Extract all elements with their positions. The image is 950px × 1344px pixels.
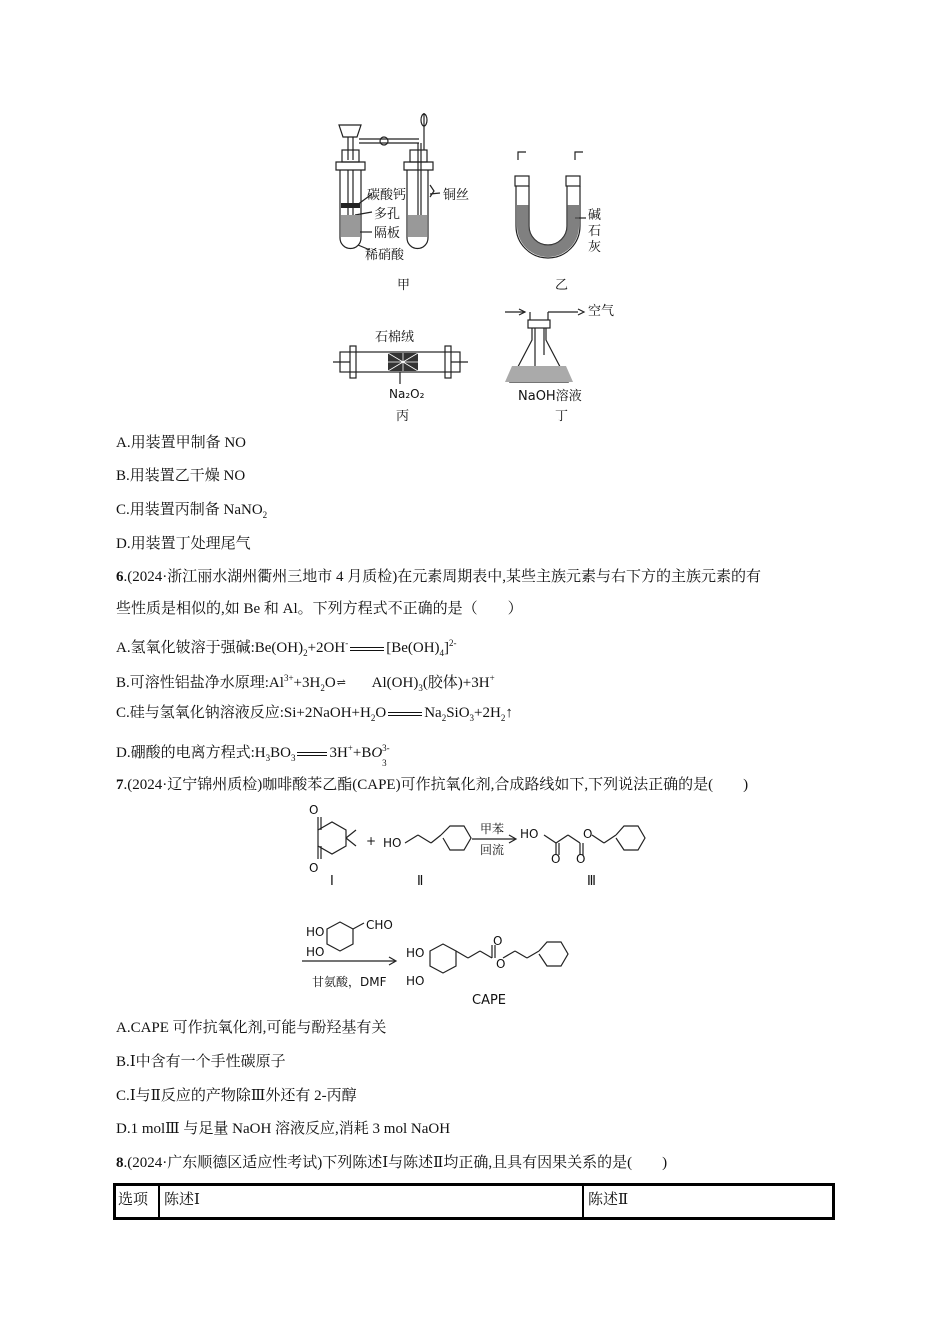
label-naoh-solution: NaOH溶液 xyxy=(518,389,582,404)
reaction-conditions: 甘氨酸，DMF xyxy=(312,975,387,989)
q6-option-a: A.氢氧化铍溶于强碱$:Be(OH)_2+2OH^-$ $[Be(OH)_4]^{2-}$ xyxy=(116,638,457,658)
scheme-toluene: 甲苯 xyxy=(480,822,505,836)
aldehyde-cho: CHO xyxy=(366,918,393,932)
aldehyde-ho-2: HO xyxy=(306,945,325,959)
q7-option-a: A.CAPE 可作抗氧化剂,可能与酚羟基有关 xyxy=(116,1020,387,1036)
cape-ho-1: HO xyxy=(406,946,425,960)
label-ding: 丁 xyxy=(555,409,569,424)
label-bing: 丙 xyxy=(396,409,410,424)
scheme-reflux: 回流 xyxy=(480,843,505,857)
scheme-o-3b: O xyxy=(576,852,586,866)
scheme-o-top: O xyxy=(309,803,319,817)
scheme-ho: HO xyxy=(383,836,402,850)
q8-stem: 8.(2024·广东顺德区适应性考试)下列陈述Ⅰ与陈述Ⅱ均正确,且具有因果关系的是( ) xyxy=(116,1155,668,1171)
q6-option-b: B.可溶性铝盐净水原理$:Al^{3+}+3H_2O\rightleftharpoons$ $Al(OH)_3$(胶体)+3H+ xyxy=(116,673,495,693)
q5-option-d: D.用装置丁处理尾气 xyxy=(116,536,251,552)
cape-carbonyl-o: O xyxy=(493,934,503,948)
q7-option-c: C.Ⅰ与Ⅱ反应的产物除Ⅲ外还有 2-丙醇 xyxy=(116,1088,357,1104)
q5-option-c: C.用装置丙制备 NaNO$_2$ xyxy=(116,502,268,520)
q7-option-d: D.1 molⅢ 与足量 NaOH 溶液反应,消耗 3 mol NaOH xyxy=(116,1121,451,1137)
q5-option-a: A.用装置甲制备 NO xyxy=(116,435,246,451)
label-compound-ii: Ⅱ xyxy=(417,874,424,889)
table-header-statement-1: 陈述Ⅰ xyxy=(164,1192,200,1208)
q7-option-b: B.Ⅰ中含有一个手性碳原子 xyxy=(116,1054,286,1070)
scheme-plus: + xyxy=(366,834,377,848)
label-na2o2: Na₂O₂ xyxy=(389,387,425,401)
label-compound-i: Ⅰ xyxy=(330,874,334,889)
label-porous: 多孔 xyxy=(374,207,401,222)
cape-ester-o: O xyxy=(496,957,506,971)
label-calcium-carbonate: 碳酸钙 xyxy=(367,188,407,203)
cape-ho-2: HO xyxy=(406,974,425,988)
scheme-o-3a: O xyxy=(551,852,561,866)
q6-option-d: D.硼酸的电离方程式$:H_3BO_3$ 3H++BO 3- 3 xyxy=(116,742,390,768)
label-soda-lime-3: 灰 xyxy=(588,240,602,255)
table-header-option: 选项 xyxy=(118,1192,149,1208)
q6-stem-line1: 6.(2024·浙江丽水湖州衢州三地市 4 月质检)在元素周期表中,某些主族元素与右下方的主族元素的有 xyxy=(116,569,761,585)
label-jia: 甲 xyxy=(397,278,411,293)
q6-stem-line2: 些性质是相似的,如 Be 和 Al。下列方程式不正确的是（ ） xyxy=(116,601,523,617)
q8-table xyxy=(113,1183,835,1220)
label-copper-wire: 铜丝 xyxy=(443,188,470,203)
label-dilute-nitric: 稀硝酸 xyxy=(365,248,405,263)
apparatus-figure xyxy=(0,0,950,430)
scheme-o-3c: O xyxy=(583,827,593,841)
aldehyde-ho-1: HO xyxy=(306,925,325,939)
scheme-o-bottom: O xyxy=(309,861,319,875)
label-separator: 隔板 xyxy=(374,226,401,241)
label-compound-iii: Ⅲ xyxy=(587,874,596,889)
label-asbestos: 石棉绒 xyxy=(375,330,415,345)
q6-option-c: C.硅与氢氧化钠溶液反应$:Si+2NaOH+H_2O$ $Na_2SiO_3+2H_2↑$ xyxy=(116,705,513,723)
q5-option-b: B.用装置乙干燥 NO xyxy=(116,468,246,484)
label-soda-lime-1: 碱 xyxy=(588,208,602,223)
q7-stem: 7.(2024·辽宁锦州质检)咖啡酸苯乙酯(CAPE)可作抗氧化剂,合成路线如下,下列说法正确的是( ) xyxy=(116,777,749,793)
table-header-statement-2: 陈述Ⅱ xyxy=(588,1192,629,1208)
label-soda-lime-2: 石 xyxy=(588,224,602,239)
cape-label: CAPE xyxy=(472,993,507,1008)
scheme-ho-3: HO xyxy=(520,827,539,841)
label-yi: 乙 xyxy=(555,278,569,293)
reaction-scheme xyxy=(0,795,950,1015)
label-air: 空气 xyxy=(588,304,615,319)
equilibrium-arrow-icon: ⇌ xyxy=(336,677,346,690)
